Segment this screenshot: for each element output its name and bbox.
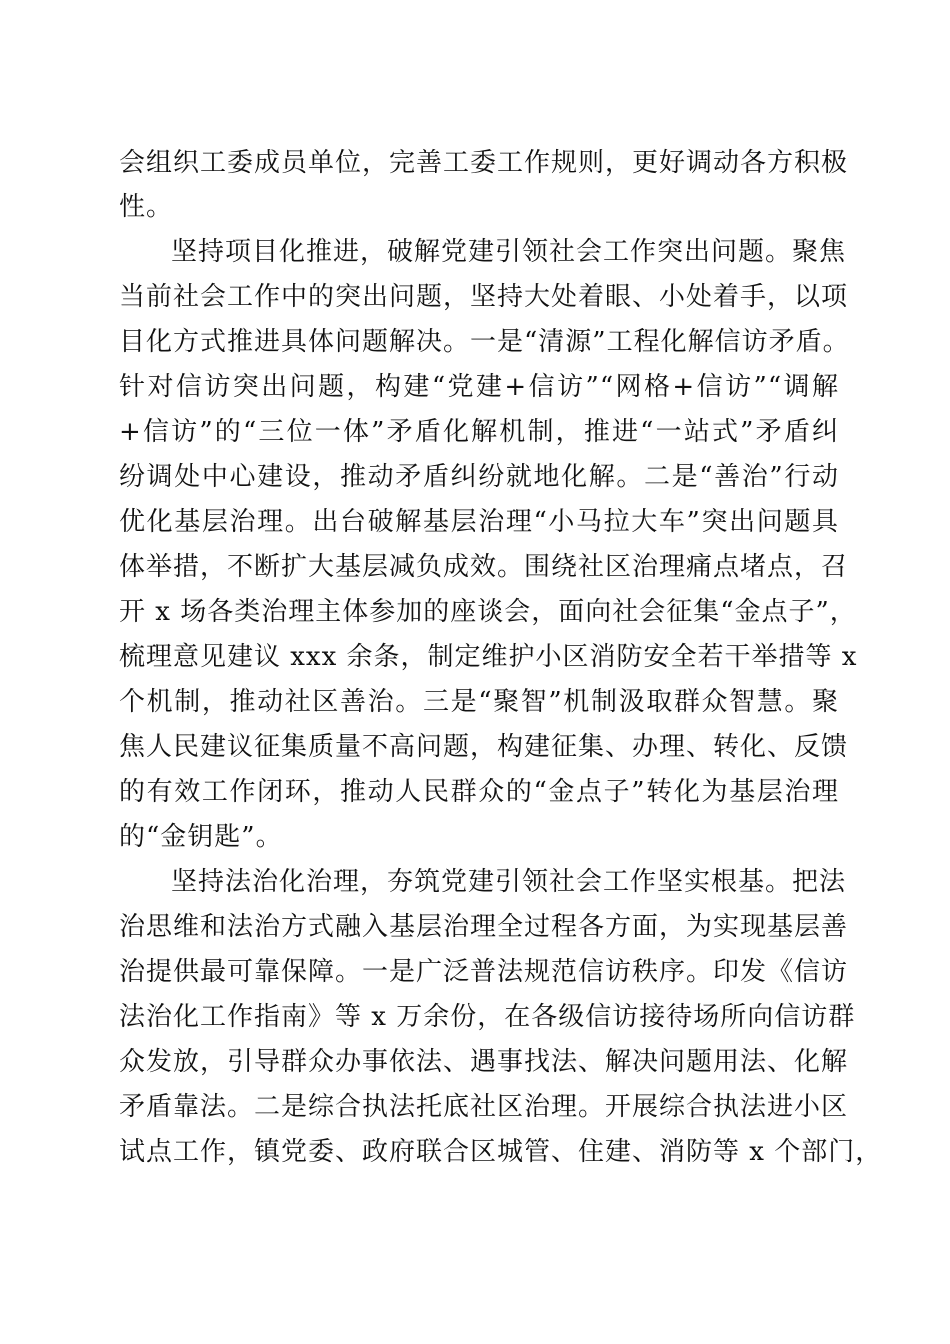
text-line: 试点工作，镇党委、政府联合区城管、住建、消防等 x 个部门，: [119, 1137, 883, 1167]
paragraph-heading-line: 坚持项目化推进，破解党建引领社会工作突出问题。聚焦: [171, 237, 847, 267]
text-line: 开 x 场各类治理主体参加的座谈会，面向社会征集“金点子”，: [119, 597, 857, 627]
paragraph-heading-line: 坚持法治化治理，夯筑党建引领社会工作坚实根基。把法: [171, 867, 847, 897]
text-line: 众发放，引导群众办事依法、遇事找法、解决问题用法、化解: [119, 1047, 849, 1077]
text-line: 法治化工作指南》等 x 万余份，在各级信访接待场所向信访群: [119, 1002, 856, 1032]
text-line: 焦人民建议征集质量不高问题，构建征集、办理、转化、反馈: [119, 732, 849, 762]
text-line: +信访”的“三位一体”矛盾化解机制，推进“一站式”矛盾纠: [119, 417, 839, 447]
text-line: 体举措，不断扩大基层减负成效。围绕社区治理痛点堵点，召: [119, 552, 849, 582]
text-line: 会组织工委成员单位，完善工委工作规则，更好调动各方积极: [119, 148, 849, 178]
text-line: 纷调处中心建设，推动矛盾纠纷就地化解。二是“善治”行动: [119, 462, 839, 492]
text-line: 针对信访突出问题，构建“党建+信访”“网格+信访”“调解: [119, 372, 839, 402]
text-line: 目化方式推进具体问题解决。一是“清源”工程化解信访矛盾。: [119, 327, 850, 357]
text-line: 个机制，推动社区善治。三是“聚智”机制汲取群众智慧。聚: [119, 687, 839, 717]
text-line: 优化基层治理。出台破解基层治理“小马拉大车”突出问题具: [119, 507, 839, 537]
text-line: 梳理意见建议 xxx 余条，制定维护小区消防安全若干举措等 x: [119, 642, 858, 672]
text-line: 性。: [119, 192, 174, 222]
text-line: 矛盾靠法。二是综合执法托底社区治理。开展综合执法进小区: [119, 1092, 849, 1122]
text-line: 的有效工作闭环，推动人民群众的“金点子”转化为基层治理: [119, 777, 839, 807]
text-line: 当前社会工作中的突出问题，坚持大处着眼、小处着手，以项: [119, 282, 849, 312]
text-line: 治思维和法治方式融入基层治理全过程各方面，为实现基层善: [119, 912, 849, 942]
text-line: 的“金钥匙”。: [119, 822, 283, 852]
text-line: 治提供最可靠保障。一是广泛普法规范信访秩序。印发《信访: [119, 957, 849, 987]
